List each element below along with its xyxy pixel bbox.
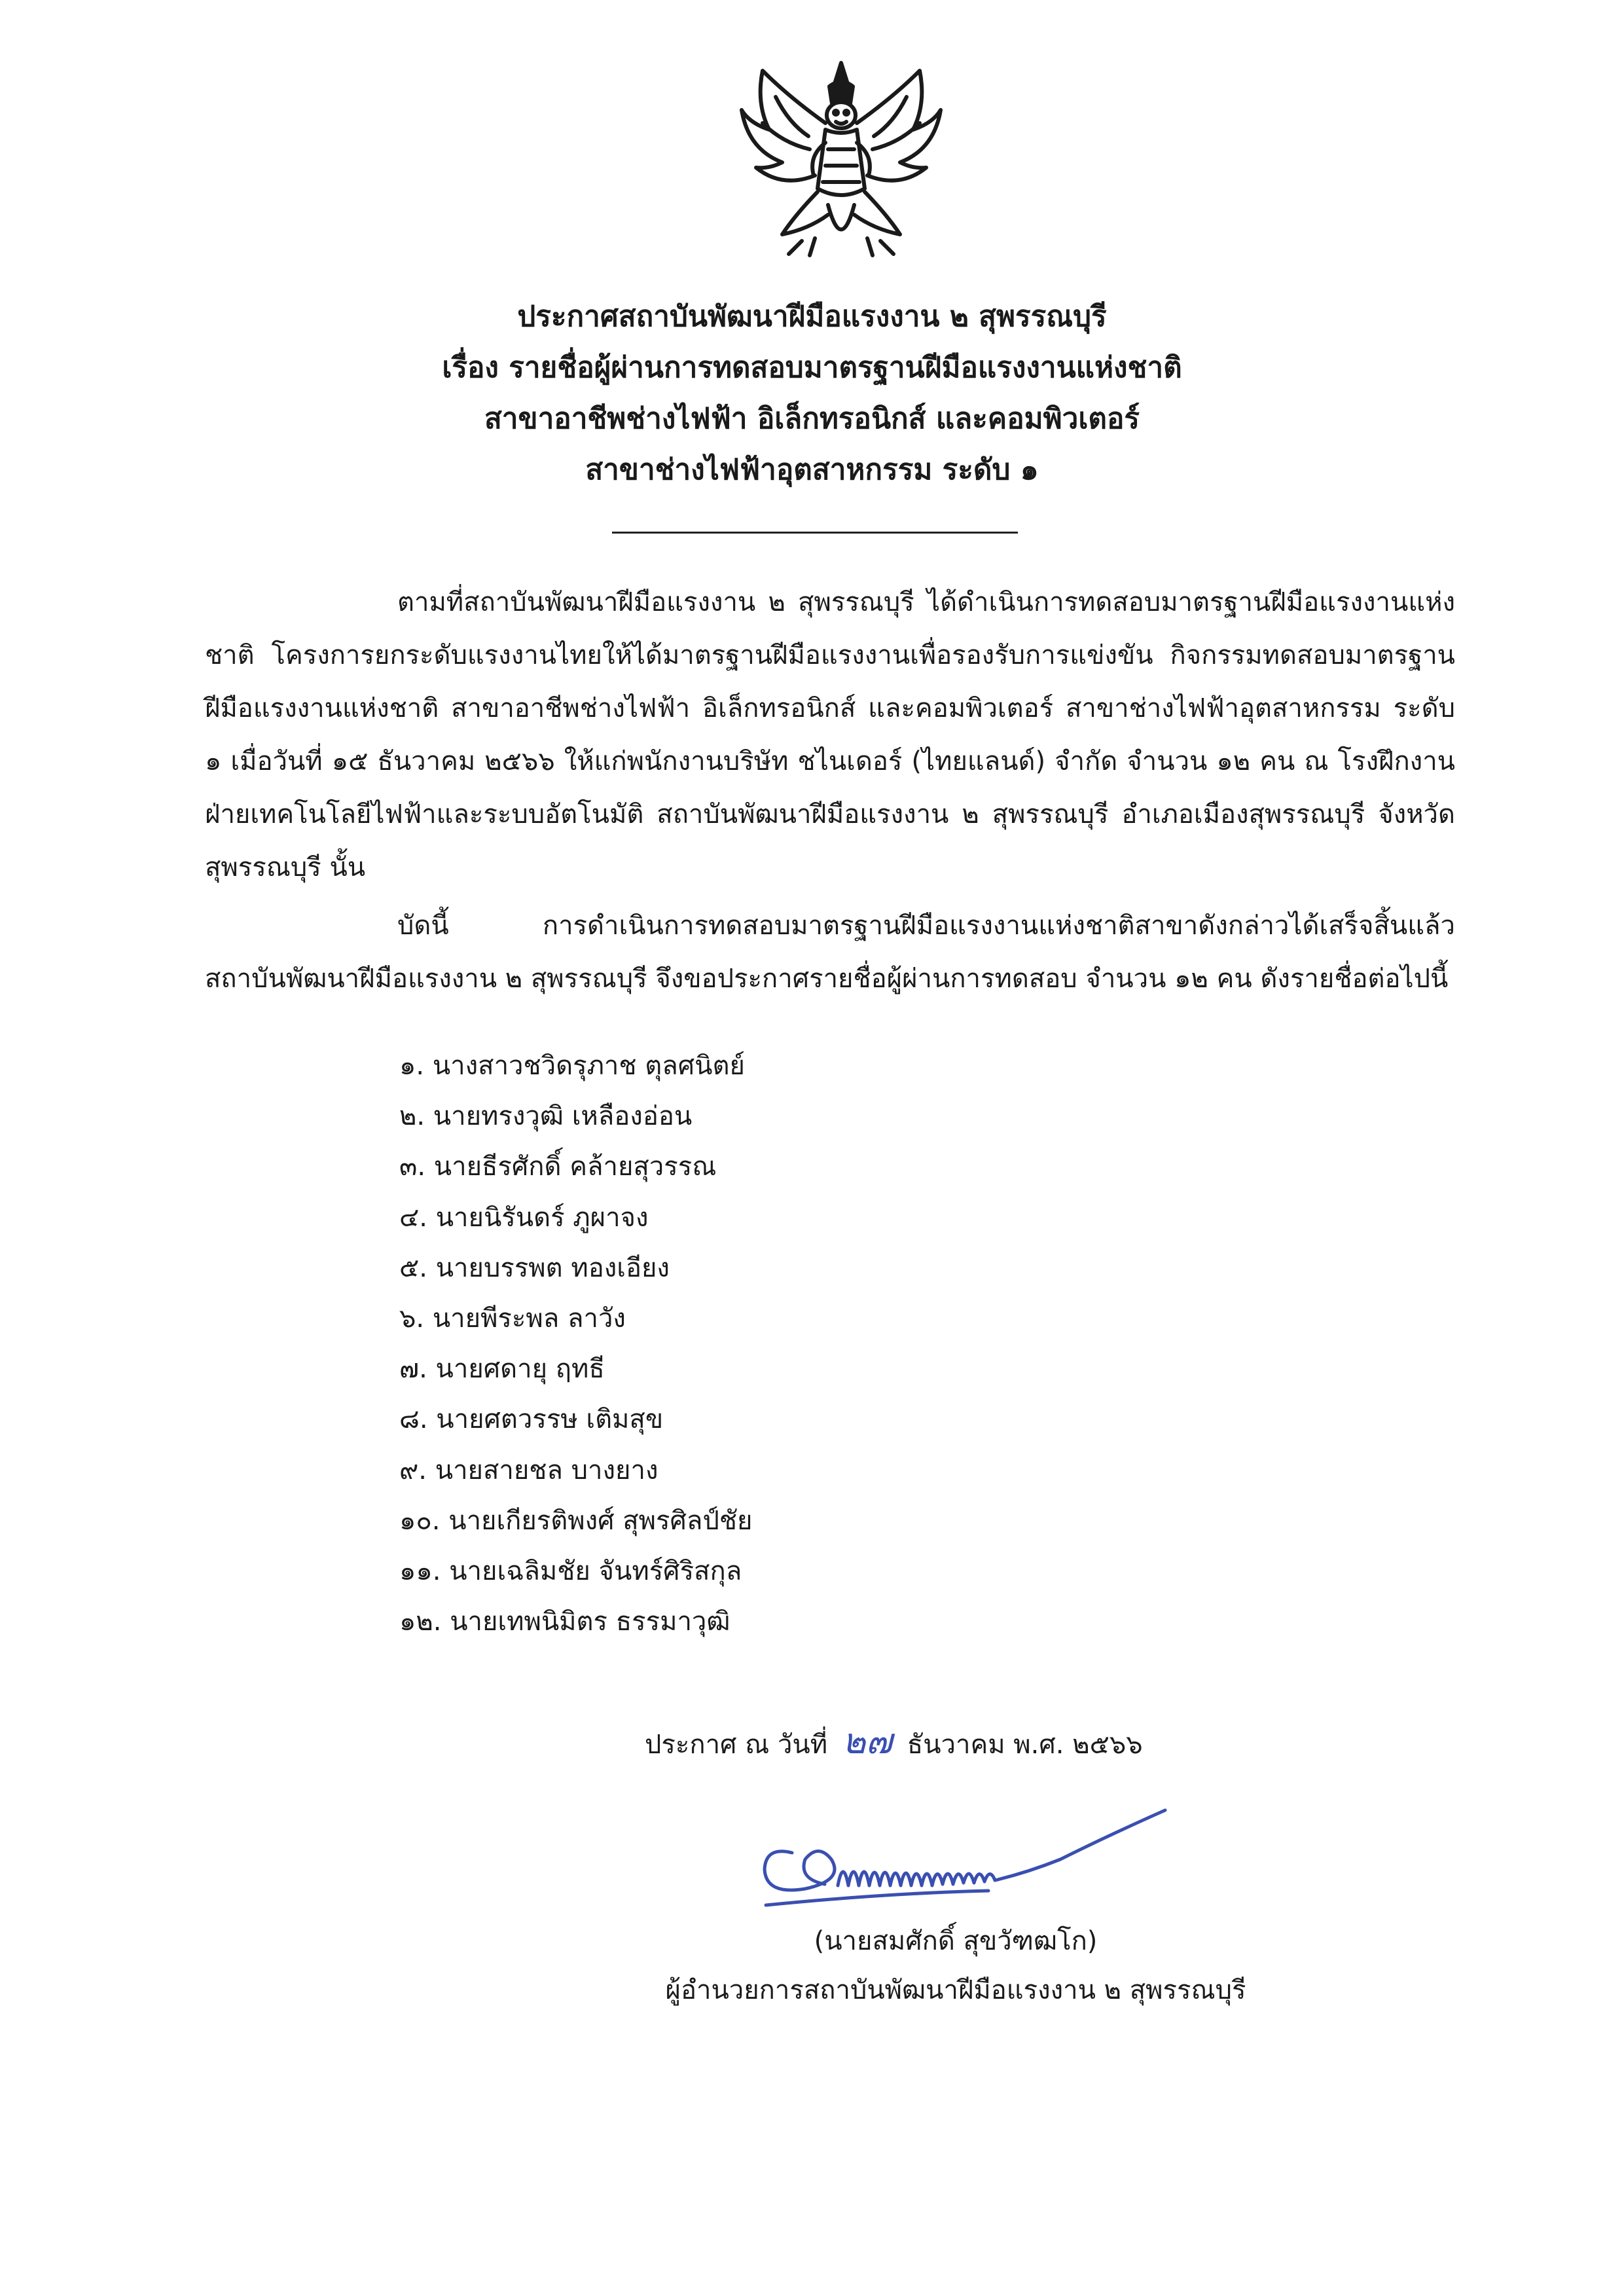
signature-icon — [753, 1807, 1178, 1918]
announcement-body — [205, 576, 1455, 1006]
list-item: ๒. นายทรงวุฒิ เหลืองอ่อน — [399, 1101, 693, 1132]
signer-name: (นายสมศักดิ์ สุขวัฑฒโก) — [814, 1926, 1098, 1956]
date-prefix: ประกาศ ณ วันที่ — [645, 1730, 828, 1760]
list-item: ๗. นายศดายุ ฤทธี — [399, 1354, 605, 1385]
announcement-heading — [196, 291, 1428, 496]
announcement-date — [645, 1715, 1143, 1771]
heading-line-2: เรื่อง รายชื่อผู้ผ่านการทดสอบมาตรฐานฝีมือแรงงานแห่งชาติ — [442, 351, 1182, 384]
list-item: ๑๐. นายเกียรติพงศ์ สุพรศิลป์ชัย — [399, 1505, 753, 1536]
garuda-emblem-icon — [736, 58, 946, 261]
date-day-handwritten: ๒๗ — [842, 1721, 893, 1762]
list-item: ๖. นายพีระพล ลาวัง — [399, 1303, 626, 1334]
heading-line-1: ประกาศสถาบันพัฒนาฝีมือแรงงาน ๒ สุพรรณบุรี — [517, 300, 1107, 333]
date-suffix: ธันวาคม พ.ศ. ๒๕๖๖ — [907, 1730, 1143, 1760]
list-item: ๘. นายศตวรรษ เติมสุข — [399, 1404, 664, 1435]
list-item: ๕. นายบรรพต ทองเอียง — [399, 1252, 670, 1283]
list-item: ๙. นายสายชล บางยาง — [399, 1455, 659, 1485]
list-item: ๔. นายนิรันดร์ ภูผาจง — [399, 1202, 649, 1233]
body-paragraph-1: ตามที่สถาบันพัฒนาฝีมือแรงงาน ๒ สุพรรณบุรี ได้ดำเนินการทดสอบมาตรฐานฝีมือแรงงานแห่งชาติ โครงการยกระดับแรงงานไทยให้ได้มาตรฐานฝีมือแรงงานเพื่อรองรับการแข่งขัน กิจกรรมทดสอบมาตรฐานฝีมือแรงงานแห่งชาติ สาขาอาชีพช่างไฟฟ้า อิเล็กทรอนิกส์ และคอมพิวเตอร์ สาขาช่างไฟฟ้าอุตสาหกรรม ระดับ ๑ เมื่อวันที่ ๑๕ ธันวาคม ๒๕๖๖ ให้แก่พนักงานบริษัท ชไนเดอร์ (ไทยแลนด์) จำกัด จำนวน ๑๒ คน ณ โรงฝึกงานฝ่ายเทคโนโลยีไฟฟ้าและระบบอัตโนมัติ สถาบันพัฒนาฝีมือแรงงาน ๒ สุพรรณบุรี อำเภอเมืองสุพรรณบุรี จังหวัดสุพรรณบุรี นั้น — [205, 587, 1455, 883]
passed-candidates-list — [399, 1041, 752, 1647]
list-item: ๑. นางสาวชวิดรุภาช ตุลศนิตย์ — [399, 1051, 745, 1081]
list-item: ๑๒. นายเทพนิมิตร ธรรมาวุฒิ — [399, 1607, 731, 1637]
heading-line-3: สาขาอาชีพช่างไฟฟ้า อิเล็กทรอนิกส์ และคอมพิวเตอร์ — [484, 402, 1140, 435]
list-item: ๑๑. นายเฉลิมชัย จันทร์ศิริสกุล — [399, 1556, 742, 1587]
list-item: ๓. นายธีรศักดิ์ คล้ายสุวรรณ — [399, 1152, 717, 1182]
heading-line-4: สาขาช่างไฟฟ้าอุตสาหกรรม ระดับ ๑ — [585, 453, 1039, 486]
signer-title: ผู้อำนวยการสถาบันพัฒนาฝีมือแรงงาน ๒ สุพรรณบุรี — [665, 1975, 1246, 2005]
heading-divider — [612, 532, 1018, 534]
body-paragraph-2: บัดนี้ การดำเนินการทดสอบมาตรฐานฝีมือแรงงานแห่งชาติสาขาดังกล่าวได้เสร็จสิ้นแล้ว สถาบันพัฒนาฝีมือแรงงาน ๒ สุพรรณบุรี จึงขอประกาศรายชื่อผู้ผ่านการทดสอบ จำนวน ๑๒ คน ดังรายชื่อต่อไปนี้ — [205, 911, 1455, 994]
